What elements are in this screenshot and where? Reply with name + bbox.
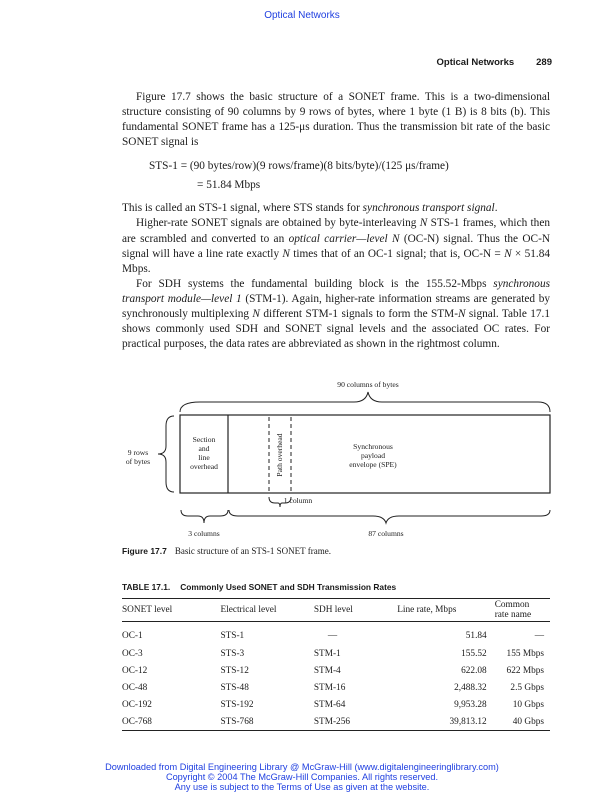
p3-text-a: Higher-rate SONET signals are obtained by byte-interleaving: [136, 217, 420, 230]
footer-line-3: Any use is subject to the Terms of Use as given at the website.: [174, 782, 430, 792]
table-row: [122, 679, 550, 696]
p4-var-n1: N: [252, 308, 260, 321]
cell-common-rate: 40 Gbps: [495, 713, 550, 731]
cell-sonet: OC-1: [122, 630, 143, 641]
cell-common-rate: 10 Gbps: [512, 699, 544, 710]
cell-common-rate: —: [534, 630, 544, 641]
rows-label: [118, 448, 158, 466]
footer-notice[interactable]: [0, 762, 604, 792]
p4-text-b: (STM-1). Again, higher-rate information streams are generated by synchronously multiplexing: [122, 292, 550, 321]
path-overhead-label: Path overhead: [275, 433, 284, 477]
section-label-line-4: overhead: [190, 462, 218, 471]
p3-text-b: STS-1 frames, which then are scrambled and converted to an: [122, 217, 550, 245]
rates-table: [122, 598, 550, 731]
p4-text-c: different STM-1 signals to form the STM-: [259, 308, 458, 321]
three-columns-label: 3 columns: [188, 529, 220, 538]
footer-line-2: Copyright © 2004 The McGraw-Hill Companies. All rights reserved.: [165, 772, 439, 782]
p3-text-d: times that of an OC-1 signal; that is, OC-N =: [289, 247, 505, 260]
page-number: 289: [536, 57, 552, 68]
cell-common-rate: 155 Mbps: [506, 648, 544, 659]
one-column-label: 1 column: [283, 496, 313, 505]
top-chapter-link[interactable]: Optical Networks: [264, 10, 340, 21]
table-row: [122, 696, 550, 713]
cell-sdh: STM-4: [313, 665, 341, 676]
section-label-line-1: Section: [192, 435, 216, 444]
table-number: TABLE 17.1.: [122, 582, 171, 592]
p3-text-e: × 51.84 Mbps.: [122, 247, 551, 275]
section-label-line-3: line: [198, 453, 210, 462]
three-columns-brace: [181, 510, 228, 523]
equation-sts1: [122, 157, 550, 195]
p3-var-n2: N: [282, 247, 290, 260]
figure-sonet-frame: [118, 376, 558, 566]
table-title: [122, 582, 396, 592]
spe-label-line-2: payload: [360, 451, 386, 460]
figure-caption-label: Figure 17.7: [122, 546, 167, 556]
cell-sdh: STM-64: [313, 699, 346, 710]
table-row: [122, 713, 550, 731]
spe-label: [318, 442, 428, 469]
paragraph-3: [122, 216, 550, 276]
table-row: [122, 622, 550, 646]
p4-text-a: For SDH systems the fundamental building block is the 155.52-Mbps: [136, 277, 494, 290]
spe-label-line-3: envelope (SPE): [349, 460, 397, 469]
header-electrical-level: Electrical level: [205, 599, 313, 622]
cell-electrical: STS-3: [220, 648, 245, 659]
rows-brace: [158, 416, 174, 492]
cell-sdh: STM-256: [314, 713, 397, 731]
p2-emphasis: synchronous transport signal: [362, 202, 495, 215]
cell-line-rate: 9,953.28: [454, 699, 487, 710]
running-head: [437, 57, 552, 68]
p2-text-a: This is called an STS-1 signal, where STS stands for: [122, 202, 363, 215]
cell-sonet: OC-3: [122, 648, 143, 659]
cell-common-rate: 622 Mbps: [506, 665, 544, 676]
cell-line-rate: 2,488.32: [454, 682, 487, 693]
header-sdh-level: SDH level: [314, 599, 397, 622]
table-row: [122, 645, 550, 662]
columns-label: 90 columns of bytes: [337, 380, 399, 389]
cell-electrical: STS-192: [220, 699, 254, 710]
p4-emphasis: synchronous transport module—level 1: [122, 277, 550, 305]
section-line-overhead-label: [180, 435, 228, 471]
cell-line-rate: 39,813.12: [397, 713, 494, 731]
cell-sonet: OC-192: [122, 699, 152, 710]
eightyseven-columns-label: 87 columns: [368, 529, 404, 538]
paragraph-2: [122, 201, 550, 216]
top-brace: [180, 392, 550, 412]
cell-electrical: STS-768: [205, 713, 313, 731]
p4-text-d: signal. Table 17.1 shows commonly used SDH and SONET signal levels and the associated OC rates. For practical purposes, the data rates are abbreviated as shown in the rightmost column.: [122, 308, 550, 351]
cell-line-rate: 155.52: [461, 648, 487, 659]
section-label-line-2: and: [198, 444, 210, 453]
paragraph-4: [122, 277, 550, 352]
header-common-rate: Common rate name: [495, 599, 550, 622]
p2-text-b: .: [494, 202, 498, 215]
table-row: [122, 662, 550, 679]
cell-electrical: STS-48: [220, 682, 249, 693]
p3-var-n1: N: [419, 217, 428, 230]
paragraph-1: Figure 17.7 shows the basic structure of a SONET frame. This is a two-dimensional structure consisting of 90 columns by 9 rows of bytes, where 1 byte (1 B) is 8 bits (b). This fundamental SONET frame has a 125-μs duration. Thus the transmission bit rate of the basic SONET signal is: [122, 91, 550, 149]
figure-caption: [122, 546, 331, 556]
cell-sdh: STM-16: [313, 682, 346, 693]
rows-label-line-1: 9 rows: [127, 448, 149, 457]
p3-emphasis: optical carrier—level N: [288, 232, 400, 245]
table-header-row: [122, 599, 550, 622]
header-sonet-level: SONET level: [122, 599, 205, 622]
header-line-rate: Line rate, Mbps: [397, 599, 494, 622]
p3-var-n3: N: [504, 247, 512, 260]
figure-caption-text: Basic structure of an STS-1 SONET frame.: [174, 546, 331, 556]
eightyseven-columns-brace: [229, 510, 550, 523]
p4-var-n2: N: [457, 308, 466, 321]
body-text: [122, 90, 550, 352]
cell-sonet: OC-48: [122, 682, 148, 693]
cell-sdh: STM-1: [313, 648, 341, 659]
cell-electrical: STS-1: [220, 630, 245, 641]
spe-label-line-1: Synchronous: [353, 442, 393, 451]
cell-line-rate: 622.08: [461, 665, 487, 676]
cell-sonet: OC-768: [122, 713, 205, 731]
equation-line-1: STS-1 = (90 bytes/row)(9 rows/frame)(8 bits/byte)/(125 μs/frame): [149, 160, 449, 173]
cell-sonet: OC-12: [122, 665, 148, 676]
cell-electrical: STS-12: [220, 665, 249, 676]
rows-label-line-2: of bytes: [125, 457, 151, 466]
table-title-text: Commonly Used SONET and SDH Transmission Rates: [180, 582, 397, 592]
footer-line-1[interactable]: Downloaded from Digital Engineering Library @ McGraw-Hill (www.digitalengineeringlibrary.com): [105, 762, 499, 772]
running-head-title: Optical Networks: [436, 57, 515, 68]
p3-text-c: (OC-N) signal. Thus the OC-N signal will have a line rate exactly: [122, 232, 550, 260]
equation-line-2: = 51.84 Mbps: [197, 179, 261, 192]
cell-common-rate: 2.5 Gbps: [510, 682, 544, 693]
cell-sdh: —: [327, 630, 338, 641]
cell-line-rate: 51.84: [465, 630, 487, 641]
